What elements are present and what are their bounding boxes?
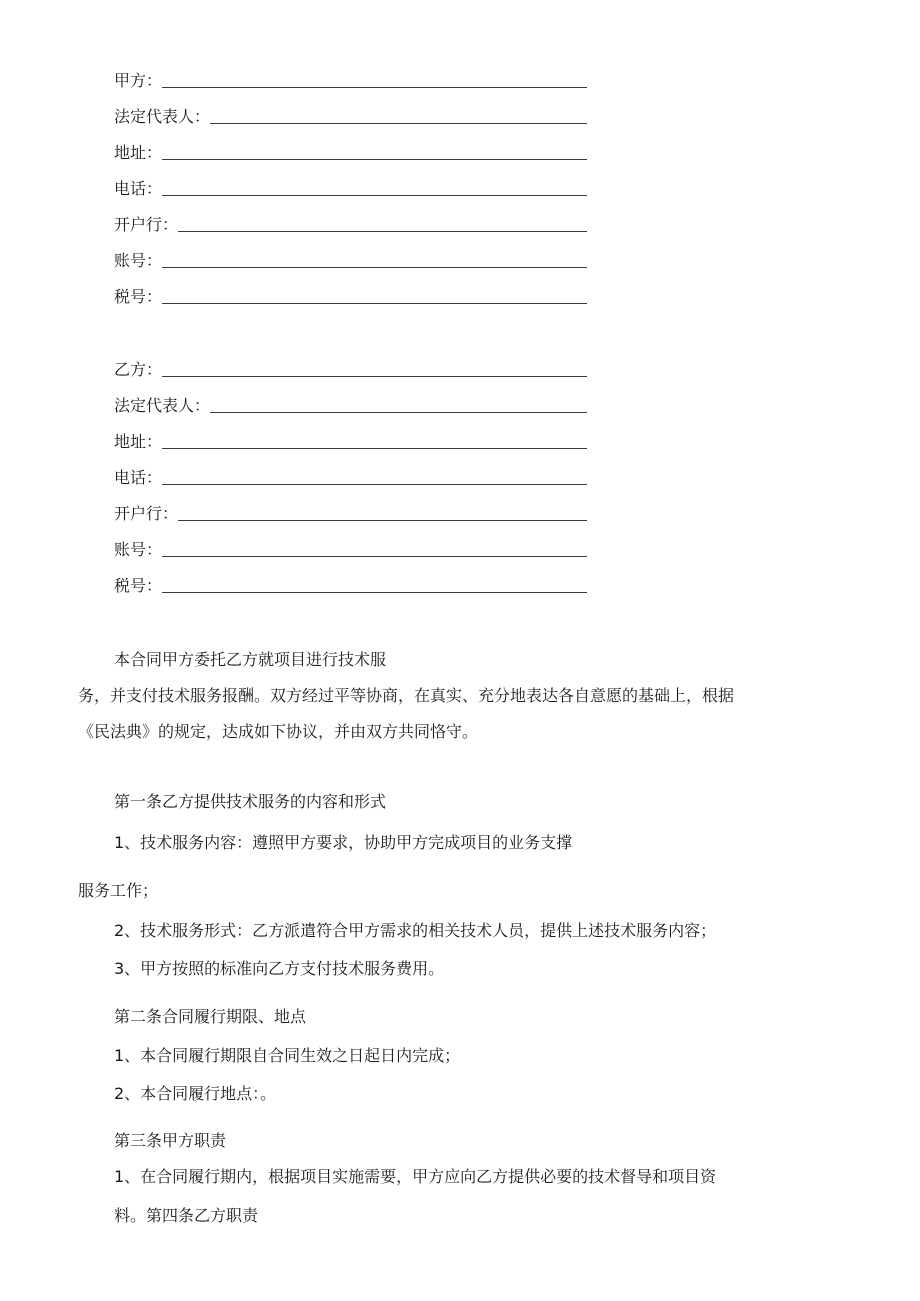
blank-line <box>178 231 587 232</box>
party-b-tax-field <box>114 571 587 597</box>
blank-line <box>162 267 587 268</box>
article-3-title: 第三条甲方职责 <box>114 1131 227 1150</box>
field-label: 电话： <box>114 179 163 198</box>
blank-line <box>162 448 587 449</box>
party-a-name-field <box>114 66 587 92</box>
field-label: 电话： <box>114 468 163 487</box>
field-label: 开户行： <box>114 215 179 234</box>
article-2-item-2: 2、本合同履行地点：。 <box>114 1084 277 1103</box>
party-b-phone-field <box>114 463 587 489</box>
party-b-name-field <box>114 355 587 381</box>
field-label: 甲方： <box>114 71 163 90</box>
blank-line <box>162 592 587 593</box>
field-label: 乙方： <box>114 360 163 379</box>
field-label: 开户行： <box>114 504 179 523</box>
blank-line <box>210 412 587 413</box>
blank-line <box>178 520 587 521</box>
party-b-address-field <box>114 427 587 453</box>
field-label: 账号： <box>114 251 163 270</box>
blank-line <box>162 195 587 196</box>
preamble-line-2: 务，并支付技术服务报酬。双方经过平等协商，在真实、充分地表达各自意愿的基础上，根据 <box>78 686 735 705</box>
article-2-item-1: 1、本合同履行期限自合同生效之日起日内完成； <box>114 1046 461 1065</box>
field-label: 地址： <box>114 143 163 162</box>
article-1-item-1-line-2: 服务工作； <box>78 881 159 900</box>
article-2-title: 第二条合同履行期限、地点 <box>114 1007 307 1026</box>
field-label: 账号： <box>114 540 163 559</box>
party-b-legal-rep-field <box>114 391 587 417</box>
article-1-item-2: 2、技术服务形式：乙方派遣符合甲方需求的相关技术人员，提供上述技术服务内容； <box>114 921 717 940</box>
blank-line <box>162 556 587 557</box>
blank-line <box>210 123 587 124</box>
preamble-line-1: 本合同甲方委托乙方就项目进行技术服 <box>114 650 387 669</box>
field-label: 法定代表人： <box>114 396 211 415</box>
preamble-line-3: 《民法典》的规定，达成如下协议，并由双方共同恪守。 <box>78 722 479 741</box>
article-1-item-1-line-1: 1、技术服务内容：遵照甲方要求，协助甲方完成项目的业务支撑 <box>114 833 573 852</box>
blank-line <box>162 159 587 160</box>
article-1-item-3: 3、甲方按照的标准向乙方支付技术服务费用。 <box>114 959 445 978</box>
party-a-tax-field <box>114 282 587 308</box>
blank-line <box>162 376 587 377</box>
field-label: 税号： <box>114 576 163 595</box>
article-3-item-1-line-1: 1、在合同履行期内，根据项目实施需要，甲方应向乙方提供必要的技术督导和项目资 <box>114 1167 717 1186</box>
blank-line <box>162 484 587 485</box>
blank-line <box>162 303 587 304</box>
party-a-phone-field <box>114 174 587 200</box>
article-1-title: 第一条乙方提供技术服务的内容和形式 <box>114 792 387 811</box>
party-a-bank-field <box>114 210 587 236</box>
article-3-item-1-line-2: 料。第四条乙方职责 <box>114 1206 259 1225</box>
party-a-legal-rep-field <box>114 102 587 128</box>
blank-line <box>162 87 587 88</box>
party-b-account-field <box>114 535 587 561</box>
party-b-bank-field <box>114 499 587 525</box>
field-label: 税号： <box>114 287 163 306</box>
field-label: 地址： <box>114 432 163 451</box>
party-a-address-field <box>114 138 587 164</box>
party-a-account-field <box>114 246 587 272</box>
field-label: 法定代表人： <box>114 107 211 126</box>
